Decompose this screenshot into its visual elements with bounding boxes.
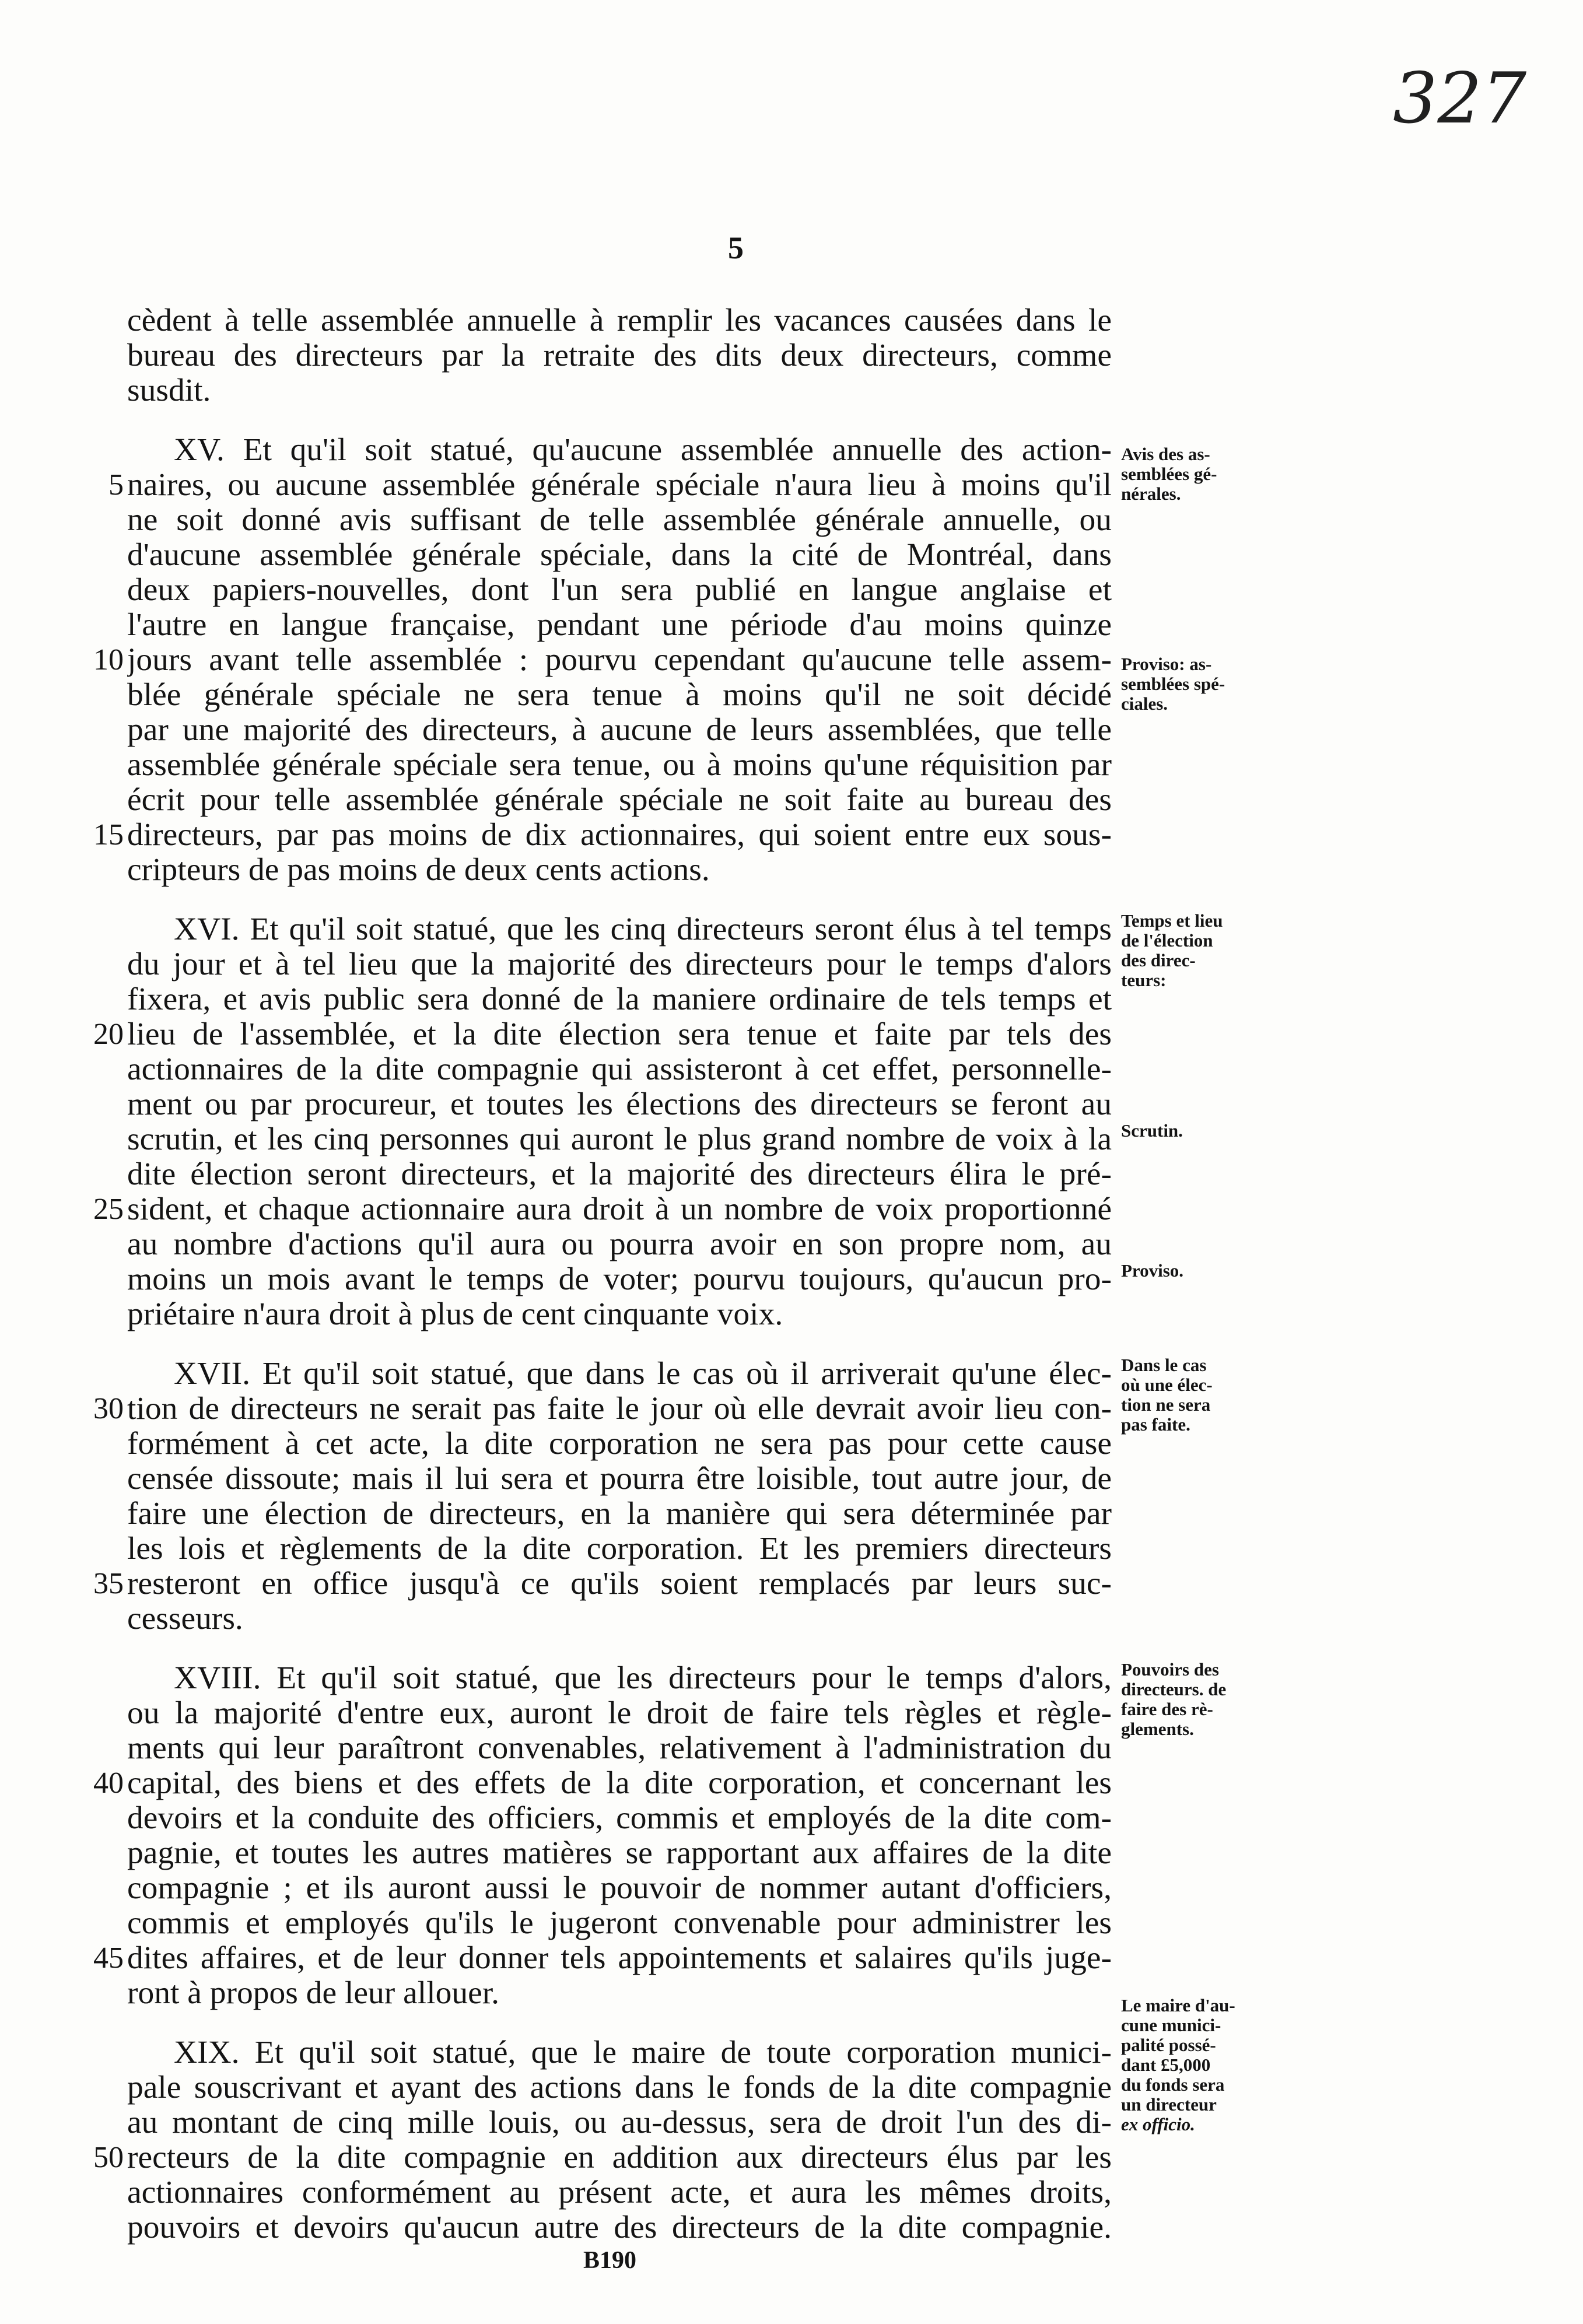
text-line: naires, ou aucune assemblée générale spéciale n'aura lieu à moins qu'il (127, 468, 1112, 503)
text-line: actionnaires conformément au présent acte, et aura les mêmes droits, (127, 2175, 1112, 2210)
text-line: d'aucune assemblée générale spéciale, dans la cité de Montréal, dans (127, 538, 1112, 573)
page-number: 5 (728, 230, 744, 265)
line-number: 40 (93, 1766, 124, 1800)
text-line: dites affaires, et de leur donner tels appointements et salaires qu'ils juge- (127, 1941, 1112, 1976)
text-line: cèdent à telle assemblée annuelle à remplir les vacances causées dans le (127, 303, 1112, 338)
marginal-note-line: semblées gé- (1121, 464, 1217, 484)
marginal-note-line: Proviso: as- (1121, 654, 1212, 674)
section-xix (127, 2035, 1112, 2245)
marginal-note-line: ex officio. (1121, 2114, 1195, 2134)
text-line: ront à propos de leur allouer. (127, 1976, 500, 2011)
text-line: cesseurs. (127, 1601, 243, 1636)
text-line: ments qui leur paraîtront convenables, relativement à l'administration du (127, 1731, 1112, 1766)
marginal-note-proviso (1121, 1261, 1279, 1281)
text-line: priétaire n'aura droit à plus de cent cinquante voix. (127, 1297, 783, 1332)
marginal-note-line: directeurs. de (1121, 1679, 1227, 1699)
text-line: moins un mois avant le temps de voter; pourvu toujours, qu'aucun pro- (127, 1262, 1112, 1297)
text-line: l'autre en langue française, pendant une période d'au moins quinze (127, 608, 1112, 643)
marginal-note-temps-lieu (1121, 911, 1279, 990)
marginal-note-line: Temps et lieu (1121, 910, 1223, 931)
text-line: les lois et règlements de la dite corporation. Et les premiers directeurs (127, 1531, 1112, 1566)
text-line: par une majorité des directeurs, à aucune de leurs assemblées, que telle (127, 713, 1112, 748)
section-xv (127, 433, 1112, 888)
section-xvii (127, 1356, 1112, 1636)
text-line: dite élection seront directeurs, et la majorité des directeurs élira le pré- (127, 1157, 1112, 1192)
marginal-note-dans-le-cas (1121, 1355, 1279, 1435)
marginal-note-pouvoirs-directeurs (1121, 1660, 1279, 1739)
marginal-note-line: de l'élection (1121, 930, 1213, 951)
text-line: recteurs de la dite compagnie en addition aux directeurs élus par les (127, 2140, 1112, 2175)
paragraph-continuation (127, 303, 1112, 408)
marginal-note-scrutin (1121, 1121, 1279, 1141)
text-line: resteront en office jusqu'à ce qu'ils soient remplacés par leurs suc- (127, 1566, 1112, 1601)
text-line: assemblée générale spéciale sera tenue, ou à moins qu'une réquisition par (127, 748, 1112, 783)
text-line: au montant de cinq mille louis, ou au-dessus, sera de droit l'un des di- (127, 2105, 1112, 2140)
marginal-note-line: Pouvoirs des (1121, 1659, 1219, 1680)
marginal-note-line: glements. (1121, 1719, 1194, 1739)
text-line: deux papiers-nouvelles, dont l'un sera publié en langue anglaise et (127, 573, 1112, 608)
marginal-note-line: dant £5,000 (1121, 2055, 1211, 2075)
marginal-note-line: semblées spé- (1121, 674, 1225, 694)
section-xviii (127, 1661, 1112, 2011)
text-line: sident, et chaque actionnaire aura droit à un nombre de voix proportionné (127, 1192, 1112, 1227)
marginal-note-line: Dans le cas (1121, 1355, 1207, 1375)
handwritten-folio-number: 327 (1393, 58, 1527, 139)
text-line: au nombre d'actions qu'il aura ou pourra avoir en son propre nom, au (127, 1227, 1112, 1262)
marginal-note-line: tion ne sera (1121, 1394, 1211, 1415)
text-line: pale souscrivant et ayant des actions dans le fonds de la dite compagnie (127, 2070, 1112, 2105)
text-line: scrutin, et les cinq personnes qui auront le plus grand nombre de voix à la (127, 1122, 1112, 1157)
marginal-note-line: des direc- (1121, 950, 1196, 970)
text-line: faire une élection de directeurs, en la manière qui sera déterminée par (127, 1496, 1112, 1531)
marginal-note-line: un directeur (1121, 2094, 1217, 2115)
marginal-note-line: Proviso. (1121, 1260, 1184, 1281)
text-line: censée dissoute; mais il lui sera et pourra être loisible, tout autre jour, de (127, 1461, 1112, 1496)
text-line: du jour et à tel lieu que la majorité des directeurs pour le temps d'alors (127, 947, 1112, 982)
marginal-note-line: Avis des as- (1121, 444, 1210, 464)
text-line: commis et employés qu'ils le jugeront convenable pour administrer les (127, 1906, 1112, 1941)
section-heading-line: XIX. Et qu'il soit statué, que le maire de toute corporation munici- (174, 2035, 1112, 2070)
text-line: pouvoirs et devoirs qu'aucun autre des directeurs de la dite compagnie. (127, 2210, 1112, 2245)
text-line: blée générale spéciale ne sera tenue à moins qu'il ne soit décidé (127, 678, 1112, 713)
section-xvi (127, 912, 1112, 1332)
marginal-note-line: cune munici- (1121, 2015, 1221, 2035)
marginal-note-line: nérales. (1121, 483, 1181, 504)
line-number: 25 (93, 1193, 124, 1226)
line-number: 45 (93, 1941, 124, 1975)
text-line: compagnie ; et ils auront aussi le pouvoir de nommer autant d'officiers, (127, 1871, 1112, 1906)
marginal-note-maire (1121, 1996, 1279, 2134)
text-line: directeurs, par pas moins de dix actionnaires, qui soient entre eux sous- (127, 818, 1112, 853)
marginal-note-avis-assemblees (1121, 444, 1279, 504)
text-line: jours avant telle assemblée : pourvu cependant qu'aucune telle assem- (127, 643, 1112, 678)
text-line: fixera, et avis public sera donné de la maniere ordinaire de tels temps et (127, 982, 1112, 1017)
line-number: 15 (93, 818, 124, 851)
text-line: actionnaires de la dite compagnie qui assisteront à cet effet, personnelle- (127, 1052, 1112, 1087)
text-line: cripteurs de pas moins de deux cents actions. (127, 853, 710, 888)
printer-signature: B190 (583, 2247, 637, 2274)
marginal-note-line: du fonds sera (1121, 2074, 1225, 2095)
section-heading-line: XVI. Et qu'il soit statué, que les cinq directeurs seront élus à tel temps (174, 912, 1112, 947)
text-line: bureau des directeurs par la retraite des dits deux directeurs, comme (127, 338, 1112, 373)
line-number: 5 (108, 468, 124, 502)
section-heading-line: XVII. Et qu'il soit statué, que dans le cas où il arriverait qu'une élec- (174, 1356, 1112, 1391)
marginal-note-line: Scrutin. (1121, 1120, 1183, 1141)
text-line: pagnie, et toutes les autres matières se rapportant aux affaires de la dite (127, 1836, 1112, 1871)
section-heading-line: XV. Et qu'il soit statué, qu'aucune assemblée annuelle des action- (174, 433, 1112, 468)
text-line: tion de directeurs ne serait pas faite le jour où elle devrait avoir lieu con- (127, 1391, 1112, 1426)
text-line: formément à cet acte, la dite corporation ne sera pas pour cette cause (127, 1426, 1112, 1461)
text-line: ne soit donné avis suffisant de telle assemblée générale annuelle, ou (127, 503, 1112, 538)
marginal-note-proviso-assemblees (1121, 654, 1279, 714)
line-number: 20 (93, 1018, 124, 1051)
line-number: 30 (93, 1392, 124, 1425)
text-line: capital, des biens et des effets de la dite corporation, et concernant les (127, 1766, 1112, 1801)
marginal-note-line: faire des rè- (1121, 1699, 1213, 1719)
text-line: susdit. (127, 373, 211, 408)
text-line: ment ou par procureur, et toutes les élections des directeurs se feront au (127, 1087, 1112, 1122)
marginal-note-line: où une élec- (1121, 1375, 1213, 1395)
line-number: 50 (93, 2141, 124, 2174)
marginal-note-line: Le maire d'au- (1121, 1995, 1235, 2015)
main-text-column (127, 303, 1112, 2245)
marginal-note-line: teurs: (1121, 970, 1167, 990)
line-number: 10 (93, 643, 124, 676)
marginal-note-line: ciales. (1121, 693, 1168, 714)
marginal-note-line: palité possé- (1121, 2035, 1216, 2055)
section-heading-line: XVIII. Et qu'il soit statué, que les directeurs pour le temps d'alors, (174, 1661, 1112, 1696)
line-number: 35 (93, 1567, 124, 1600)
text-line: devoirs et la conduite des officiers, commis et employés de la dite com- (127, 1801, 1112, 1836)
marginal-note-line: pas faite. (1121, 1414, 1190, 1435)
text-line: lieu de l'assemblée, et la dite élection sera tenue et faite par tels des (127, 1017, 1112, 1052)
text-line: écrit pour telle assemblée générale spéciale ne soit faite au bureau des (127, 783, 1112, 818)
text-line: ou la majorité d'entre eux, auront le droit de faire tels règles et règle- (127, 1696, 1112, 1731)
